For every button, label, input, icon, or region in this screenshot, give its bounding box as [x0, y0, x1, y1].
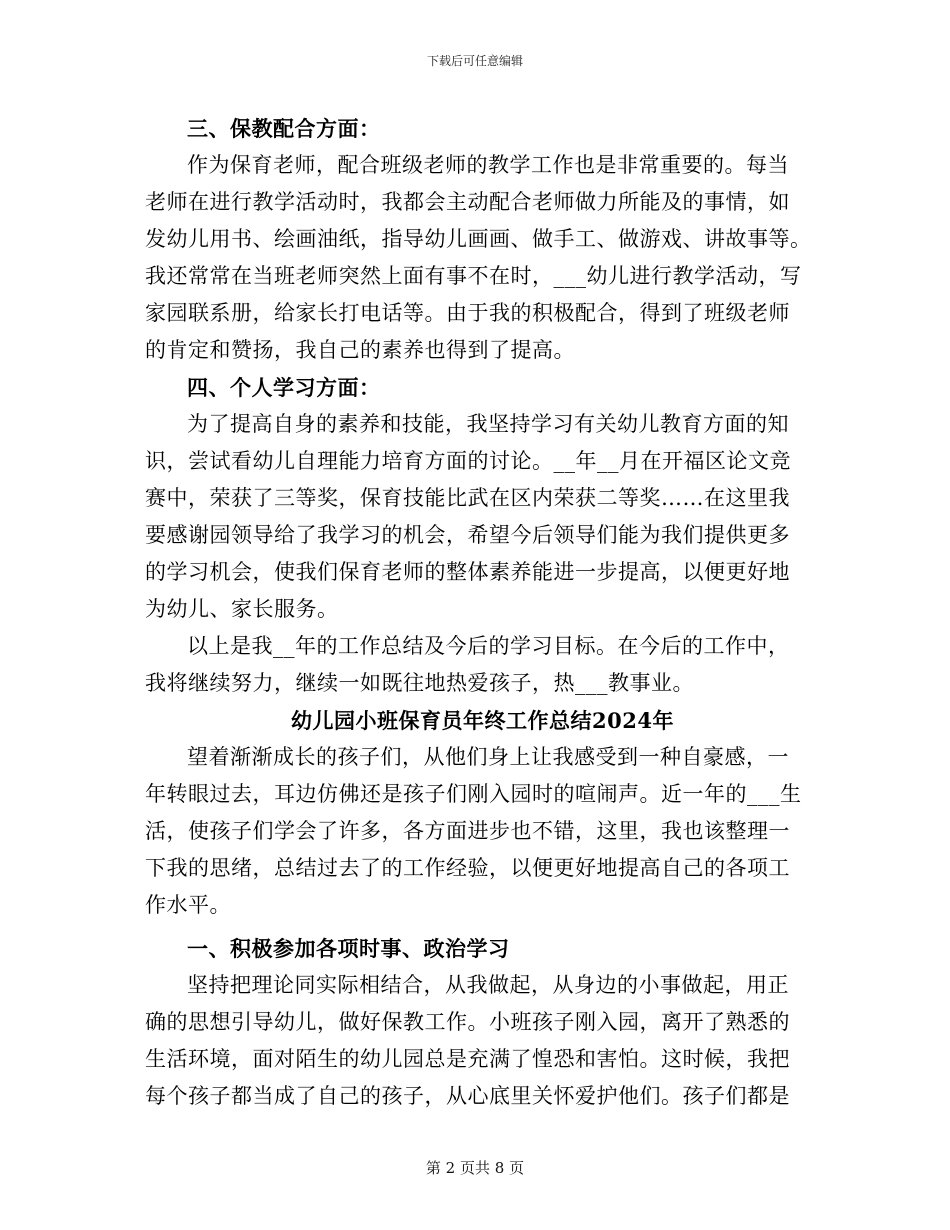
paragraph-line: 坚持把理论同实际相结合，从我做起，从身边的小事做起，用正: [187, 973, 789, 997]
section-heading-1: 一、积极参加各项时事、政治学习: [187, 936, 510, 961]
section-heading-3: 三、保教配合方面：: [187, 116, 381, 141]
paragraph-line: 我将继续努力，继续一如既往地热爱孩子，热___教事业。: [145, 671, 694, 695]
document-body: [145, 110, 810, 1115]
paragraph-line: 作水平。: [145, 893, 231, 917]
paragraph-line: 发幼儿用书、绘画油纸，指导幼儿画画、做手工、做游戏、讲故事等。: [145, 227, 812, 251]
paragraph-line: 要感谢园领导给了我学习的机会，希望今后领导们能为我们提供更多: [145, 523, 790, 547]
paragraph-line: 的肯定和赞扬，我自己的素养也得到了提高。: [145, 338, 575, 362]
page-footer: 第 2 页共 8 页: [425, 1159, 525, 1177]
paragraph-line: 以上是我__年的工作总结及今后的学习目标。在今后的工作中，: [187, 634, 790, 658]
paragraph-line: 我还常常在当班老师突然上面有事不在时，___幼儿进行教学活动，写: [145, 264, 802, 288]
page-header: 下载后可任意编辑: [426, 54, 523, 68]
paragraph-line: 年转眼过去，耳边仿佛还是孩子们刚入园时的喧闹声。近一年的___生: [145, 782, 802, 806]
paragraph-line: 为了提高自身的素养和技能，我坚持学习有关幼儿教育方面的知: [187, 412, 789, 436]
paragraph-line: 的学习机会，使我们保育老师的整体素养能进一步提高，以便更好地: [145, 560, 790, 584]
paragraph-line: 老师在进行教学活动时，我都会主动配合老师做力所能及的事情，如: [145, 190, 790, 214]
paragraph-line: 每个孩子都当成了自己的孩子，从心底里关怀爱护他们。孩子们都是: [145, 1084, 790, 1108]
section-heading-4: 四、个人学习方面：: [187, 375, 381, 400]
paragraph-line: 家园联系册，给家长打电话等。由于我的积极配合，得到了班级老师: [145, 301, 790, 325]
paragraph-line: 下我的思绪，总结过去了的工作经验，以便更好地提高自己的各项工: [145, 856, 790, 880]
document-title: 幼儿园小班保育员年终工作总结2024年: [291, 708, 674, 733]
paragraph-line: 识，尝试看幼儿自理能力培育方面的讨论。__年__月在开福区论文竞: [145, 449, 791, 473]
paragraph-line: 确的思想引导幼儿，做好保教工作。小班孩子刚入园，离开了熟悉的: [145, 1010, 790, 1034]
paragraph-line: 赛中，荣获了三等奖，保育技能比武在区内荣获二等奖……在这里我: [145, 486, 790, 510]
paragraph-line: 生活环境，面对陌生的幼儿园总是充满了惶恐和害怕。这时候，我把: [145, 1047, 790, 1071]
paragraph-line: 活，使孩子们学会了许多，各方面进步也不错，这里，我也该整理一: [145, 819, 790, 843]
paragraph-line: 为幼儿、家长服务。: [145, 597, 339, 621]
paragraph-line: 作为保育老师，配合班级老师的教学工作也是非常重要的。每当: [187, 153, 789, 177]
paragraph-line: 望着渐渐成长的孩子们，从他们身上让我感受到一种自豪感，一: [187, 745, 789, 769]
